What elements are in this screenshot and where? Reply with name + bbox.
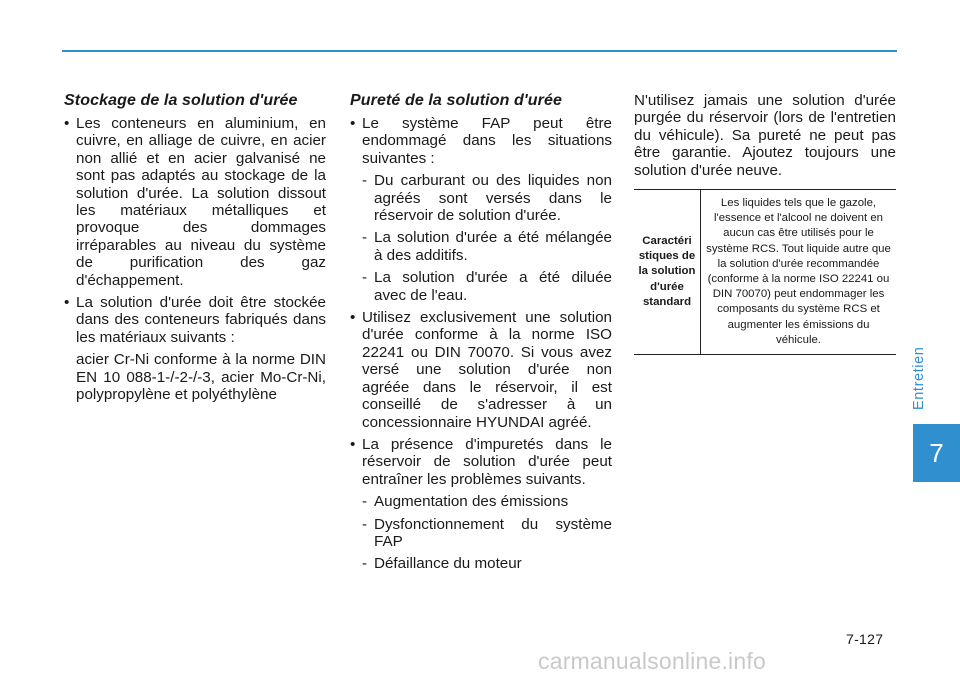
bullet-dot: • xyxy=(350,309,356,327)
bullet-dot: • xyxy=(64,115,70,132)
spec-key: Caractéri stiques de la solution d'urée standard xyxy=(634,190,701,355)
dash-item: - Augmentation des émissions xyxy=(362,493,569,511)
column-storage xyxy=(64,92,326,409)
bullet-use-standard: • Utilisez exclusivement une solution d'urée conforme à la norme ISO 22241 ou DIN 70070. Si vous avez versé une solution d'urée non agréée dans le réservoir, il est conseillé de s'adresser à un concessionnaire HYUNDAI agréé. xyxy=(350,309,612,431)
bullet-containers-suitable: • La solution d'urée doit être stockée dans des conteneurs fabriqués dans les matériaux suivants : xyxy=(64,294,326,346)
chapter-number-box: 7 xyxy=(913,424,960,482)
spec-table xyxy=(634,189,896,355)
bullet-dot: • xyxy=(64,294,70,312)
materials-list: acier Cr-Ni conforme à la norme DIN EN 10 088-1-/-2-/-3, acier Mo-Cr-Ni, polypropylène et polyéthylène xyxy=(76,351,326,404)
bullet-fap-damage: • Le système FAP peut être endommagé dans les situations suivantes : xyxy=(350,115,612,167)
dash-item: - Défaillance du moteur xyxy=(362,555,522,573)
bullet-containers-unsuitable: • Les conteneurs en aluminium, en cuivre, en alliage de cuivre, en acier non allié et en acier galvanisé ne sont pas adaptés au stockage de la solution d'urée. La solution dissout les matériaux métalliques et provoque des dommages irréparables au niveau du système de purification des gaz d'échappement. xyxy=(64,115,326,289)
column-notice xyxy=(634,92,896,355)
spec-value: Les liquides tels que le gazole, l'essence et l'alcool ne doivent en aucun cas être utilisés pour le système RCS. Tout liquide autre que la solution d'urée recommandée (conforme à la norme ISO 22241 ou DIN 70070) peut endommager les composants du système RCS et augmenter les émissions du véhicule. xyxy=(706,197,891,346)
heading-purity: Pureté de la solution d'urée xyxy=(350,92,562,109)
top-rule xyxy=(62,50,897,52)
heading-storage: Stockage de la solution d'urée xyxy=(64,92,298,109)
dash-item: - La solution d'urée a été diluée avec de l'eau. xyxy=(362,269,612,304)
table-row xyxy=(634,190,896,355)
dash-item: - Dysfonctionnement du système FAP xyxy=(362,515,612,550)
dash-item: - Du carburant ou des liquides non agréés sont versés dans le réservoir de solution d'urée. xyxy=(362,172,612,225)
page-number: 7-127 xyxy=(846,631,884,647)
bullet-impurities: • La présence d'impuretés dans le réservoir de solution d'urée peut entraîner les problèmes suivants. xyxy=(350,435,612,488)
notice-text: N'utilisez jamais une solution d'urée purgée du réservoir (lors de l'entretien du véhicule). Sa pureté ne peut pas être garantie. Ajoutez toujours une solution d'urée neuve. xyxy=(634,92,896,179)
bullet-dot: • xyxy=(350,435,356,453)
bullet-dot: • xyxy=(350,115,356,132)
watermark: carmanualsonline.info xyxy=(538,648,766,674)
section-tab-label: Entretien xyxy=(911,346,927,410)
dash-item: - La solution d'urée a été mélangée à des additifs. xyxy=(362,229,612,264)
column-purity xyxy=(350,92,612,578)
